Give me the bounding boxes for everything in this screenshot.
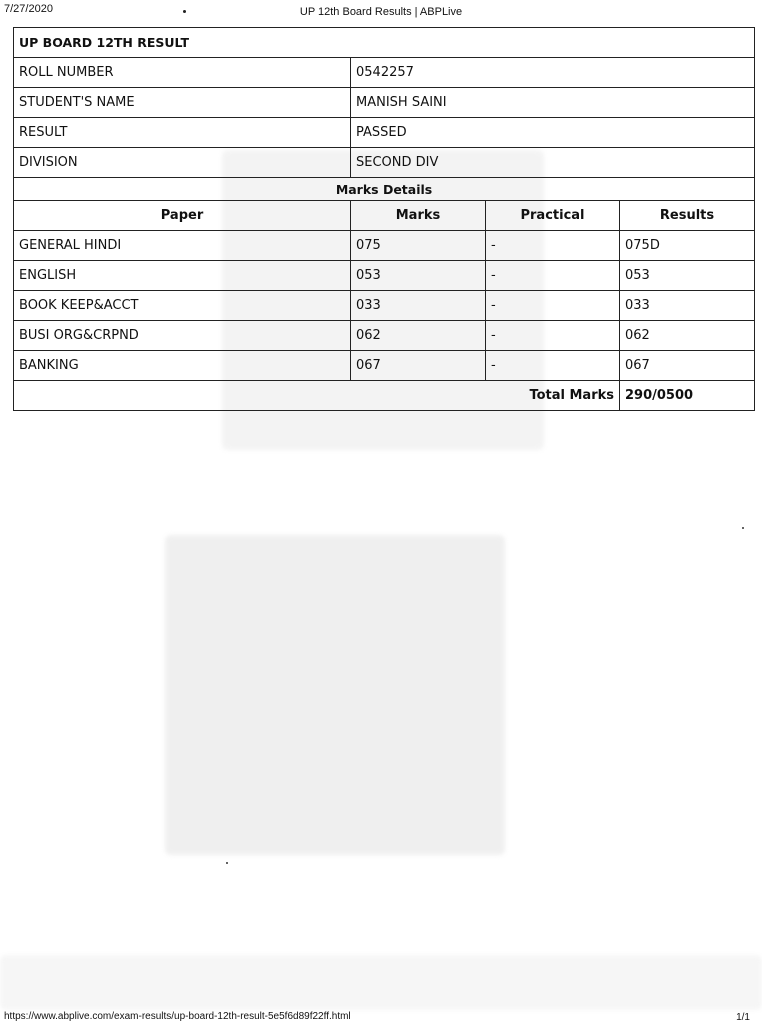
info-label: RESULT <box>14 118 351 148</box>
scan-speck <box>742 527 744 529</box>
info-value: PASSED <box>351 118 755 148</box>
subject-marks: 033 <box>351 291 486 321</box>
subject-row <box>14 291 755 321</box>
subject-marks: 053 <box>351 261 486 291</box>
info-label: STUDENT'S NAME <box>14 88 351 118</box>
info-row <box>14 88 755 118</box>
subject-row <box>14 231 755 261</box>
info-value: 0542257 <box>351 58 755 88</box>
marks-details-row <box>14 178 755 201</box>
subject-practical: - <box>486 261 620 291</box>
print-footer-url: https://www.abplive.com/exam-results/up-board-12th-result-5e5f6d89f22ff.html <box>4 1011 351 1022</box>
column-header-paper: Paper <box>14 201 351 231</box>
subject-practical: - <box>486 231 620 261</box>
scan-shadow-lower <box>165 535 505 855</box>
subject-result: 067 <box>620 351 755 381</box>
subject-paper: BOOK KEEP&ACCT <box>14 291 351 321</box>
column-header-results: Results <box>620 201 755 231</box>
result-title: UP BOARD 12TH RESULT <box>14 28 755 58</box>
scan-speck <box>226 862 228 864</box>
total-marks-label: Total Marks <box>14 381 620 411</box>
column-header-row <box>14 201 755 231</box>
info-value: MANISH SAINI <box>351 88 755 118</box>
subject-paper: GENERAL HINDI <box>14 231 351 261</box>
scan-shadow-bottom <box>0 955 762 1010</box>
subject-row <box>14 321 755 351</box>
column-header-marks: Marks <box>351 201 486 231</box>
print-page-title: UP 12th Board Results | ABPLive <box>299 6 463 18</box>
subject-result: 062 <box>620 321 755 351</box>
subject-result: 053 <box>620 261 755 291</box>
subject-row <box>14 261 755 291</box>
result-table <box>13 27 755 411</box>
subject-marks: 062 <box>351 321 486 351</box>
info-row <box>14 118 755 148</box>
subject-result: 033 <box>620 291 755 321</box>
marks-details-heading: Marks Details <box>14 178 755 201</box>
info-label: DIVISION <box>14 148 351 178</box>
subject-row <box>14 351 755 381</box>
result-title-row <box>14 28 755 58</box>
subject-paper: BUSI ORG&CRPND <box>14 321 351 351</box>
subject-paper: BANKING <box>14 351 351 381</box>
subject-result: 075D <box>620 231 755 261</box>
total-marks-value: 290/0500 <box>620 381 755 411</box>
info-label: ROLL NUMBER <box>14 58 351 88</box>
info-row <box>14 148 755 178</box>
subject-practical: - <box>486 321 620 351</box>
subject-marks: 067 <box>351 351 486 381</box>
subject-marks: 075 <box>351 231 486 261</box>
print-date: 7/27/2020 <box>4 3 53 15</box>
info-row <box>14 58 755 88</box>
info-value: SECOND DIV <box>351 148 755 178</box>
subject-practical: - <box>486 351 620 381</box>
subject-paper: ENGLISH <box>14 261 351 291</box>
column-header-practical: Practical <box>486 201 620 231</box>
subject-practical: - <box>486 291 620 321</box>
total-row <box>14 381 755 411</box>
print-page-number: 1/1 <box>736 1012 750 1023</box>
